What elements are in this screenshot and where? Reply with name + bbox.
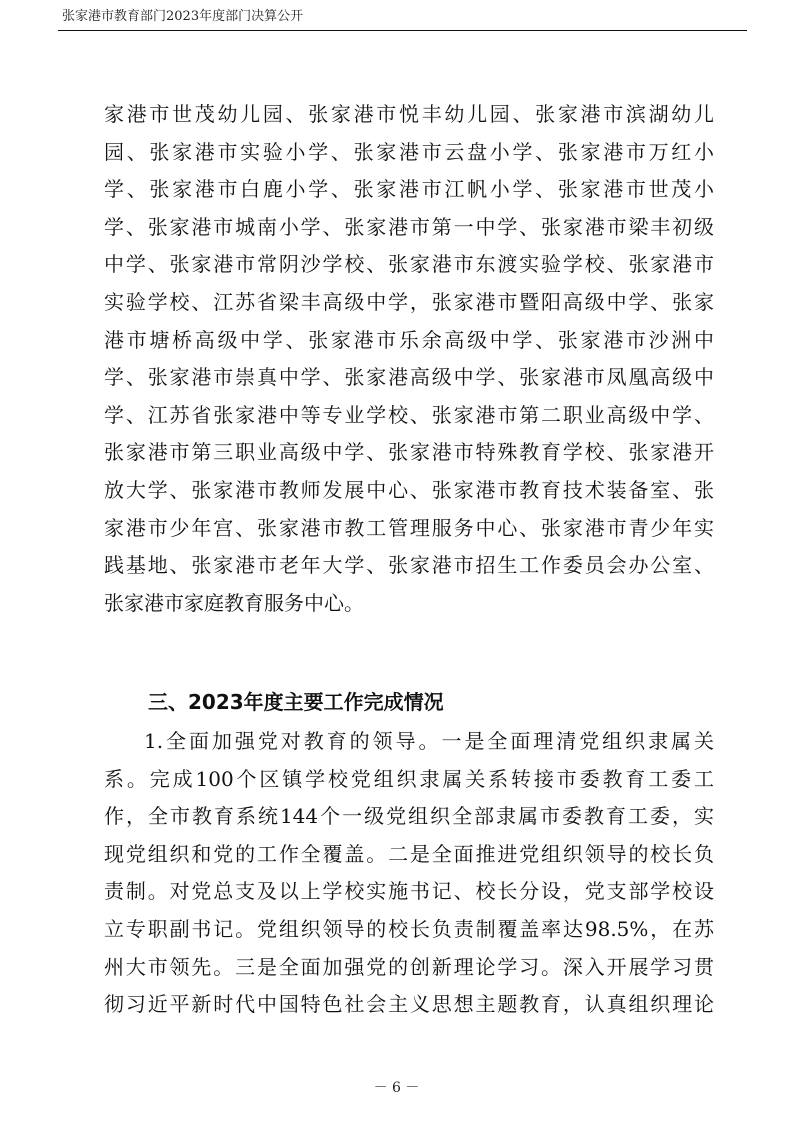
text-line: 家港市少年宫、张家港市教工管理服务中心、张家港市青少年实 bbox=[104, 515, 714, 540]
text-line: 园、张家港市实验小学、张家港市云盘小学、张家港市万红小 bbox=[104, 139, 714, 164]
text-line: 作，全市教育系统144个一级党组织全部隶属市委教育工委，实 bbox=[104, 804, 714, 829]
text-line: 张家港市第三职业高级中学、张家港市特殊教育学校、张家港开 bbox=[104, 440, 714, 465]
text-line: 张家港市家庭教育服务中心。 bbox=[104, 590, 364, 615]
text-line: 州大市领先。三是全面加强党的创新理论学习。深入开展学习贯 bbox=[104, 954, 714, 979]
text-line: 立专职副书记。党组织领导的校长负责制覆盖率达98.5%，在苏 bbox=[104, 916, 714, 941]
text-line: 实验学校、江苏省梁丰高级中学，张家港市暨阳高级中学、张家 bbox=[104, 289, 714, 314]
text-line: 学、江苏省张家港中等专业学校、张家港市第二职业高级中学、 bbox=[104, 402, 714, 427]
text-line: 放大学、张家港市教师发展中心、张家港市教育技术装备室、张 bbox=[104, 477, 714, 502]
page-header-title: 张家港市教育部门2023年度部门决算公开 bbox=[62, 9, 304, 24]
text-line: 系。完成100个区镇学校党组织隶属关系转接市委教育工委工 bbox=[104, 766, 714, 791]
text-line: 践基地、张家港市老年大学、张家港市招生工作委员会办公室、 bbox=[104, 553, 714, 578]
text-line: 学、张家港市崇真中学、张家港高级中学、张家港市凤凰高级中 bbox=[104, 365, 714, 390]
text-line: 学、张家港市城南小学、张家港市第一中学、张家港市梁丰初级 bbox=[104, 214, 714, 239]
text-line: 1.全面加强党对教育的领导。一是全面理清党组织隶属关 bbox=[144, 729, 714, 753]
text-line: 家港市世茂幼儿园、张家港市悦丰幼儿园、张家港市滨湖幼儿 bbox=[104, 102, 714, 126]
header-divider bbox=[58, 30, 747, 31]
text-line: 学、张家港市白鹿小学、张家港市江帆小学、张家港市世茂小 bbox=[104, 177, 714, 202]
text-line: 责制。对党总支及以上学校实施书记、校长分设，党支部学校设 bbox=[104, 879, 714, 904]
text-line: 港市塘桥高级中学、张家港市乐余高级中学、张家港市沙洲中 bbox=[104, 327, 714, 352]
text-line: 中学、张家港市常阴沙学校、张家港市东渡实验学校、张家港市 bbox=[104, 252, 714, 277]
page-number: － 6 － bbox=[373, 1080, 420, 1096]
section-heading: 三、2023年度主要工作完成情况 bbox=[148, 690, 444, 714]
paragraph-unit-list bbox=[104, 96, 714, 622]
text-line: 彻习近平新时代中国特色社会主义思想主题教育，认真组织理论 bbox=[104, 992, 714, 1017]
paragraph-party-leadership bbox=[104, 723, 714, 1024]
text-line: 现党组织和党的工作全覆盖。二是全面推进党组织领导的校长负 bbox=[104, 841, 714, 866]
